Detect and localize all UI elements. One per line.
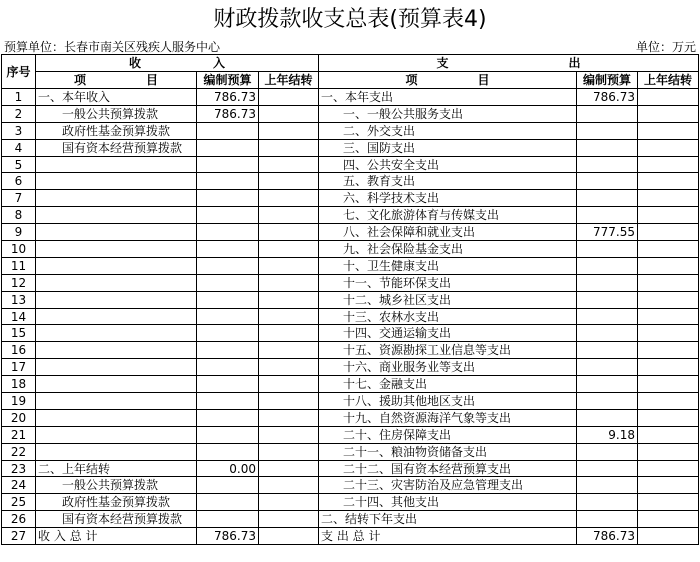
expense-item-cell: 十八、援助其他地区支出 [319,393,577,410]
expense-item-cell: 二、结转下年支出 [319,511,577,528]
row-number-cell: 22 [2,443,36,460]
expense-carryover-cell [638,207,699,224]
income-item-cell [36,190,197,207]
income-item-cell: 一、本年收入 [36,89,197,106]
income-carryover-cell [259,224,319,241]
income-carryover-cell [259,342,319,359]
expense-budget-header: 编制预算 [577,72,638,89]
income-carryover-cell [259,308,319,325]
income-budget-cell [197,139,259,156]
income-item-cell [36,156,197,173]
expense-carryover-cell [638,443,699,460]
table-row [2,224,699,241]
income-carryover-cell [259,291,319,308]
expense-item-cell: 四、公共安全支出 [319,156,577,173]
income-carryover-cell [259,393,319,410]
income-carryover-cell [259,494,319,511]
income-budget-cell [197,393,259,410]
expense-budget-cell [577,274,638,291]
row-number-cell: 24 [2,477,36,494]
expense-item-cell: 二十三、灾害防治及应急管理支出 [319,477,577,494]
expense-item-cell: 八、社会保障和就业支出 [319,224,577,241]
income-budget-cell [197,173,259,190]
header-row-groups [2,55,699,72]
income-budget-cell [197,190,259,207]
income-item-cell: 国有资本经营预算拨款 [36,139,197,156]
expense-budget-cell [577,511,638,528]
income-budget-cell [197,511,259,528]
expense-item-cell: 十一、节能环保支出 [319,274,577,291]
table-row [2,89,699,106]
income-carryover-cell [259,426,319,443]
income-item-cell: 政府性基金预算拨款 [36,122,197,139]
expense-group-header: 支 出 [319,55,699,72]
expense-carryover-cell [638,409,699,426]
row-number-cell: 27 [2,528,36,545]
income-item-cell [36,325,197,342]
expense-carryover-cell [638,190,699,207]
income-item-cell [36,224,197,241]
expense-item-cell: 支 出 总 计 [319,528,577,545]
row-number-cell: 12 [2,274,36,291]
row-number-cell: 4 [2,139,36,156]
income-carryover-cell [259,89,319,106]
table-row [2,528,699,545]
income-item-cell: 政府性基金预算拨款 [36,494,197,511]
expense-item-cell: 二十二、国有资本经营预算支出 [319,460,577,477]
income-budget-cell [197,426,259,443]
income-group-header: 收 入 [36,55,319,72]
currency-unit-label: 单位：万元 [635,40,696,54]
table-row [2,156,699,173]
expense-item-cell: 十七、金融支出 [319,376,577,393]
expense-carryover-cell [638,122,699,139]
expense-budget-cell: 777.55 [577,224,638,241]
income-carryover-cell [259,207,319,224]
income-budget-cell [197,156,259,173]
table-row [2,122,699,139]
expense-budget-cell [577,190,638,207]
income-budget-cell [197,477,259,494]
expense-item-cell: 十五、资源勘探工业信息等支出 [319,342,577,359]
income-carryover-cell [259,528,319,545]
expense-budget-cell: 9.18 [577,426,638,443]
expense-budget-cell [577,156,638,173]
income-item-cell [36,173,197,190]
income-carryover-cell [259,257,319,274]
row-number-cell: 8 [2,207,36,224]
expense-budget-cell [577,207,638,224]
row-number-cell: 11 [2,257,36,274]
expense-item-cell: 七、文化旅游体育与传媒支出 [319,207,577,224]
expense-carryover-cell [638,241,699,258]
income-budget-cell [197,308,259,325]
income-carryover-cell [259,139,319,156]
income-budget-cell: 786.73 [197,105,259,122]
expense-carryover-cell [638,528,699,545]
table-row [2,173,699,190]
table-row [2,460,699,477]
table-row [2,443,699,460]
income-item-cell: 国有资本经营预算拨款 [36,511,197,528]
income-item-cell [36,241,197,258]
income-budget-cell [197,359,259,376]
expense-budget-cell: 786.73 [577,89,638,106]
income-carryover-cell [259,511,319,528]
expense-carryover-cell [638,274,699,291]
table-row [2,325,699,342]
income-item-cell [36,274,197,291]
income-carryover-cell [259,359,319,376]
expense-budget-cell [577,173,638,190]
expense-carryover-cell [638,477,699,494]
expense-item-cell: 五、教育支出 [319,173,577,190]
expense-budget-cell: 786.73 [577,528,638,545]
expense-carryover-cell [638,105,699,122]
table-row [2,291,699,308]
income-budget-cell [197,443,259,460]
row-number-cell: 15 [2,325,36,342]
expense-item-cell: 二十、住房保障支出 [319,426,577,443]
table-row [2,359,699,376]
expense-item-cell: 十九、自然资源海洋气象等支出 [319,409,577,426]
income-item-cell [36,376,197,393]
expense-item-cell: 二、外交支出 [319,122,577,139]
income-item-cell [36,257,197,274]
expense-budget-cell [577,477,638,494]
income-carryover-cell [259,190,319,207]
income-budget-cell [197,122,259,139]
row-number-cell: 2 [2,105,36,122]
table-row [2,494,699,511]
expense-budget-cell [577,342,638,359]
header-row-columns [2,72,699,89]
expense-carryover-cell [638,376,699,393]
seq-header: 序号 [2,55,36,89]
row-number-cell: 1 [2,89,36,106]
income-carryover-cell [259,443,319,460]
table-row [2,257,699,274]
income-item-cell [36,393,197,410]
row-number-cell: 23 [2,460,36,477]
income-item-cell: 一般公共预算拨款 [36,105,197,122]
income-budget-cell [197,494,259,511]
income-budget-cell [197,241,259,258]
expense-budget-cell [577,105,638,122]
expense-carryover-cell [638,224,699,241]
expense-carryover-cell [638,308,699,325]
expense-item-cell: 十二、城乡社区支出 [319,291,577,308]
row-number-cell: 10 [2,241,36,258]
expense-carryover-cell [638,325,699,342]
income-budget-cell [197,207,259,224]
expense-item-cell: 十三、农林水支出 [319,308,577,325]
expense-carryover-cell [638,393,699,410]
expense-carryover-cell [638,173,699,190]
income-item-cell [36,359,197,376]
income-budget-cell: 786.73 [197,89,259,106]
row-number-cell: 18 [2,376,36,393]
table-row [2,393,699,410]
budget-summary-table [1,54,699,545]
expense-item-cell: 二十一、粮油物资储备支出 [319,443,577,460]
expense-carryover-cell [638,342,699,359]
income-budget-cell [197,224,259,241]
income-item-cell [36,291,197,308]
expense-item-cell: 十四、交通运输支出 [319,325,577,342]
row-number-cell: 5 [2,156,36,173]
row-number-cell: 16 [2,342,36,359]
expense-carryover-cell [638,494,699,511]
income-carryover-cell [259,409,319,426]
income-item-cell [36,409,197,426]
table-row [2,409,699,426]
table-row [2,342,699,359]
expense-budget-cell [577,241,638,258]
expense-carryover-cell [638,139,699,156]
expense-budget-cell [577,359,638,376]
expense-carryover-cell [638,511,699,528]
expense-budget-cell [577,308,638,325]
income-budget-cell [197,342,259,359]
table-meta [0,40,700,54]
row-number-cell: 14 [2,308,36,325]
row-number-cell: 26 [2,511,36,528]
income-carryover-cell [259,105,319,122]
expense-budget-cell [577,409,638,426]
expense-budget-cell [577,257,638,274]
expense-carryover-header: 上年结转 [638,72,699,89]
table-row [2,477,699,494]
expense-budget-cell [577,494,638,511]
table-row [2,376,699,393]
table-row [2,274,699,291]
income-carryover-cell [259,274,319,291]
expense-budget-cell [577,139,638,156]
income-carryover-cell [259,156,319,173]
income-carryover-cell [259,460,319,477]
expense-budget-cell [577,393,638,410]
expense-item-cell: 十、卫生健康支出 [319,257,577,274]
income-item-header: 项 目 [36,72,197,89]
table-row [2,241,699,258]
income-carryover-cell [259,376,319,393]
expense-carryover-cell [638,291,699,308]
income-carryover-cell [259,241,319,258]
table-row [2,190,699,207]
income-carryover-cell [259,122,319,139]
expense-budget-cell [577,443,638,460]
income-item-cell: 收 入 总 计 [36,528,197,545]
income-budget-cell [197,376,259,393]
income-item-cell [36,426,197,443]
row-number-cell: 21 [2,426,36,443]
row-number-cell: 20 [2,409,36,426]
expense-carryover-cell [638,156,699,173]
table-row [2,426,699,443]
row-number-cell: 13 [2,291,36,308]
income-budget-header: 编制预算 [197,72,259,89]
table-row [2,105,699,122]
expense-budget-cell [577,376,638,393]
income-budget-cell [197,291,259,308]
income-budget-cell [197,257,259,274]
row-number-cell: 19 [2,393,36,410]
expense-budget-cell [577,460,638,477]
expense-carryover-cell [638,460,699,477]
income-item-cell: 一般公共预算拨款 [36,477,197,494]
row-number-cell: 17 [2,359,36,376]
expense-item-cell: 二十四、其他支出 [319,494,577,511]
row-number-cell: 9 [2,224,36,241]
income-budget-cell: 0.00 [197,460,259,477]
income-item-cell [36,207,197,224]
table-row [2,308,699,325]
income-carryover-cell [259,173,319,190]
income-item-cell [36,443,197,460]
table-row [2,139,699,156]
expense-carryover-cell [638,257,699,274]
expense-item-header: 项 目 [319,72,577,89]
income-carryover-cell [259,325,319,342]
expense-item-cell: 六、科学技术支出 [319,190,577,207]
expense-budget-cell [577,325,638,342]
row-number-cell: 6 [2,173,36,190]
income-budget-cell [197,325,259,342]
expense-item-cell: 一、本年支出 [319,89,577,106]
income-item-cell: 二、上年结转 [36,460,197,477]
budget-unit-label: 预算单位：长春市南关区残疾人服务中心 [4,40,221,54]
income-item-cell [36,308,197,325]
income-carryover-header: 上年结转 [259,72,319,89]
expense-carryover-cell [638,426,699,443]
expense-carryover-cell [638,89,699,106]
expense-item-cell: 十六、商业服务业等支出 [319,359,577,376]
page-title: 财政拨款收支总表(预算表4) [213,7,487,32]
income-budget-cell [197,409,259,426]
expense-budget-cell [577,122,638,139]
income-item-cell [36,342,197,359]
table-row [2,511,699,528]
expense-budget-cell [577,291,638,308]
income-budget-cell [197,274,259,291]
row-number-cell: 3 [2,122,36,139]
expense-item-cell: 九、社会保险基金支出 [319,241,577,258]
income-budget-cell: 786.73 [197,528,259,545]
income-carryover-cell [259,477,319,494]
expense-item-cell: 一、一般公共服务支出 [319,105,577,122]
row-number-cell: 7 [2,190,36,207]
expense-carryover-cell [638,359,699,376]
expense-item-cell: 三、国防支出 [319,139,577,156]
row-number-cell: 25 [2,494,36,511]
table-row [2,207,699,224]
